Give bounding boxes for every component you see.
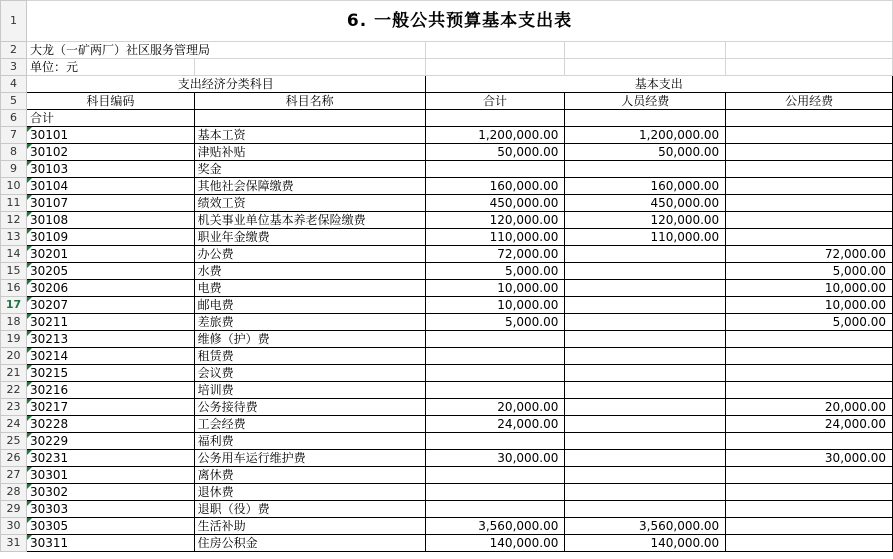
cell[interactable] <box>565 59 726 76</box>
code-cell[interactable]: 30104 <box>26 178 194 195</box>
code-cell[interactable]: 30301 <box>26 467 194 484</box>
table-row <box>1 416 893 433</box>
public-cell[interactable] <box>726 501 893 518</box>
row-header[interactable]: 28 <box>1 484 27 501</box>
org-row <box>1 42 893 59</box>
name-cell[interactable]: 机关事业单位基本养老保险缴费 <box>194 212 425 229</box>
total-cell[interactable]: 72,000.00 <box>425 246 565 263</box>
table-row <box>1 331 893 348</box>
total-cell[interactable] <box>425 331 565 348</box>
total-cell[interactable]: 10,000.00 <box>425 297 565 314</box>
name-cell[interactable]: 其他社会保障缴费 <box>194 178 425 195</box>
personnel-cell[interactable]: 110,000.00 <box>565 229 726 246</box>
name-cell[interactable]: 维修（护）费 <box>194 331 425 348</box>
code-cell[interactable]: 30207 <box>26 297 194 314</box>
name-cell[interactable]: 退职（役）费 <box>194 501 425 518</box>
header-code[interactable]: 科目编码 <box>26 93 194 110</box>
public-cell[interactable] <box>726 518 893 535</box>
table-row <box>1 518 893 535</box>
cell[interactable] <box>194 110 425 127</box>
table-row <box>1 382 893 399</box>
total-cell[interactable] <box>425 382 565 399</box>
name-cell[interactable]: 职业年金缴费 <box>194 229 425 246</box>
cell[interactable] <box>726 59 893 76</box>
public-cell[interactable] <box>726 212 893 229</box>
total-cell[interactable]: 3,560,000.00 <box>425 518 565 535</box>
row-header[interactable]: 29 <box>1 501 27 518</box>
header-name[interactable]: 科目名称 <box>194 93 425 110</box>
code-cell[interactable]: 30231 <box>26 450 194 467</box>
sheet-title[interactable]: 6. 一般公共预算基本支出表 <box>26 1 892 42</box>
public-cell[interactable]: 30,000.00 <box>726 450 893 467</box>
code-cell[interactable]: 30229 <box>26 433 194 450</box>
row-header[interactable]: 23 <box>1 399 27 416</box>
row-header[interactable]: 6 <box>1 110 27 127</box>
public-cell[interactable] <box>726 348 893 365</box>
name-cell[interactable]: 住房公积金 <box>194 535 425 552</box>
row-header[interactable]: 12 <box>1 212 27 229</box>
table-row <box>1 144 893 161</box>
personnel-cell[interactable]: 50,000.00 <box>565 144 726 161</box>
cell[interactable] <box>565 42 726 59</box>
header-group-left[interactable]: 支出经济分类科目 <box>26 76 425 93</box>
public-cell[interactable]: 72,000.00 <box>726 246 893 263</box>
name-cell[interactable]: 津贴补贴 <box>194 144 425 161</box>
total-cell[interactable] <box>425 348 565 365</box>
personnel-cell[interactable] <box>565 348 726 365</box>
table-row <box>1 297 893 314</box>
total-cell[interactable]: 120,000.00 <box>425 212 565 229</box>
row-header[interactable]: 16 <box>1 280 27 297</box>
code-cell[interactable]: 30103 <box>26 161 194 178</box>
table-row <box>1 484 893 501</box>
code-cell[interactable]: 30311 <box>26 535 194 552</box>
table-row <box>1 365 893 382</box>
header-personnel[interactable]: 人员经费 <box>565 93 726 110</box>
name-cell[interactable]: 办公费 <box>194 246 425 263</box>
cell[interactable] <box>565 110 726 127</box>
row-header[interactable]: 18 <box>1 314 27 331</box>
row-header[interactable]: 25 <box>1 433 27 450</box>
public-cell[interactable] <box>726 178 893 195</box>
public-cell[interactable]: 5,000.00 <box>726 263 893 280</box>
row-header[interactable]: 21 <box>1 365 27 382</box>
personnel-cell[interactable]: 140,000.00 <box>565 535 726 552</box>
personnel-cell[interactable] <box>565 484 726 501</box>
code-cell[interactable]: 30109 <box>26 229 194 246</box>
code-cell[interactable]: 30214 <box>26 348 194 365</box>
public-cell[interactable] <box>726 467 893 484</box>
personnel-cell[interactable] <box>565 450 726 467</box>
table-row <box>1 263 893 280</box>
personnel-cell[interactable] <box>565 501 726 518</box>
public-cell[interactable]: 24,000.00 <box>726 416 893 433</box>
header-row-group <box>1 76 893 93</box>
public-cell[interactable] <box>726 195 893 212</box>
code-cell[interactable]: 30206 <box>26 280 194 297</box>
name-cell[interactable]: 培训费 <box>194 382 425 399</box>
total-cell[interactable] <box>425 433 565 450</box>
total-cell[interactable]: 140,000.00 <box>425 535 565 552</box>
personnel-cell[interactable] <box>565 382 726 399</box>
total-cell[interactable]: 50,000.00 <box>425 144 565 161</box>
total-cell[interactable]: 5,000.00 <box>425 314 565 331</box>
total-cell[interactable] <box>425 365 565 382</box>
row-header[interactable]: 14 <box>1 246 27 263</box>
personnel-cell[interactable] <box>565 467 726 484</box>
table-row <box>1 433 893 450</box>
name-cell[interactable]: 奖金 <box>194 161 425 178</box>
cell[interactable] <box>726 42 893 59</box>
code-cell[interactable]: 30102 <box>26 144 194 161</box>
row-header[interactable]: 24 <box>1 416 27 433</box>
cell[interactable] <box>726 110 893 127</box>
code-cell[interactable]: 30211 <box>26 314 194 331</box>
code-cell[interactable]: 30201 <box>26 246 194 263</box>
name-cell[interactable]: 离休费 <box>194 467 425 484</box>
public-cell[interactable] <box>726 484 893 501</box>
public-cell[interactable]: 10,000.00 <box>726 280 893 297</box>
total-cell[interactable]: 110,000.00 <box>425 229 565 246</box>
personnel-cell[interactable] <box>565 161 726 178</box>
code-cell[interactable]: 30228 <box>26 416 194 433</box>
name-cell[interactable]: 差旅费 <box>194 314 425 331</box>
total-label-cell[interactable]: 合计 <box>26 110 194 127</box>
table-row <box>1 348 893 365</box>
personnel-cell[interactable] <box>565 433 726 450</box>
cell[interactable] <box>425 59 565 76</box>
table-row <box>1 229 893 246</box>
table-row <box>1 161 893 178</box>
total-cell[interactable]: 160,000.00 <box>425 178 565 195</box>
name-cell[interactable]: 绩效工资 <box>194 195 425 212</box>
public-cell[interactable] <box>726 535 893 552</box>
total-cell[interactable] <box>425 501 565 518</box>
table-row <box>1 127 893 144</box>
code-cell[interactable]: 30108 <box>26 212 194 229</box>
total-cell[interactable]: 450,000.00 <box>425 195 565 212</box>
unit-label-cell[interactable]: 单位：元 <box>26 59 194 76</box>
row-header[interactable]: 9 <box>1 161 27 178</box>
total-cell[interactable]: 1,200,000.00 <box>425 127 565 144</box>
total-row <box>1 110 893 127</box>
header-public[interactable]: 公用经费 <box>726 93 893 110</box>
total-cell[interactable] <box>425 467 565 484</box>
row-header[interactable]: 8 <box>1 144 27 161</box>
table-row <box>1 399 893 416</box>
code-cell[interactable]: 30205 <box>26 263 194 280</box>
header-total[interactable]: 合计 <box>425 93 565 110</box>
row-header[interactable]: 3 <box>1 59 27 76</box>
table-row <box>1 246 893 263</box>
total-cell[interactable]: 24,000.00 <box>425 416 565 433</box>
code-cell[interactable]: 30303 <box>26 501 194 518</box>
table-row <box>1 280 893 297</box>
code-cell[interactable]: 30107 <box>26 195 194 212</box>
name-cell[interactable]: 基本工资 <box>194 127 425 144</box>
personnel-cell[interactable]: 120,000.00 <box>565 212 726 229</box>
table-row <box>1 195 893 212</box>
total-cell[interactable] <box>425 161 565 178</box>
personnel-cell[interactable] <box>565 246 726 263</box>
table-row <box>1 535 893 552</box>
unit-row <box>1 59 893 76</box>
row-header[interactable]: 26 <box>1 450 27 467</box>
unit-org-cell[interactable]: 大龙（一矿两厂）社区服务管理局 <box>26 42 425 59</box>
header-group-right[interactable]: 基本支出 <box>425 76 892 93</box>
personnel-cell[interactable] <box>565 280 726 297</box>
name-cell[interactable]: 水费 <box>194 263 425 280</box>
personnel-cell[interactable] <box>565 365 726 382</box>
row-header[interactable]: 11 <box>1 195 27 212</box>
table-row <box>1 178 893 195</box>
public-cell[interactable] <box>726 382 893 399</box>
row-header[interactable]: 31 <box>1 535 27 552</box>
public-cell[interactable]: 10,000.00 <box>726 297 893 314</box>
code-cell[interactable]: 30305 <box>26 518 194 535</box>
header-row-columns <box>1 93 893 110</box>
row-header[interactable]: 2 <box>1 42 27 59</box>
name-cell[interactable]: 公务用车运行维护费 <box>194 450 425 467</box>
total-cell[interactable]: 20,000.00 <box>425 399 565 416</box>
total-cell[interactable]: 5,000.00 <box>425 263 565 280</box>
total-cell[interactable]: 30,000.00 <box>425 450 565 467</box>
row-header[interactable]: 17 <box>1 297 27 314</box>
personnel-cell[interactable]: 160,000.00 <box>565 178 726 195</box>
cell[interactable] <box>425 42 565 59</box>
code-cell[interactable]: 30215 <box>26 365 194 382</box>
row-header[interactable]: 15 <box>1 263 27 280</box>
public-cell[interactable]: 20,000.00 <box>726 399 893 416</box>
public-cell[interactable] <box>726 331 893 348</box>
row-header[interactable]: 13 <box>1 229 27 246</box>
row-header[interactable]: 10 <box>1 178 27 195</box>
row-header[interactable]: 1 <box>1 1 27 42</box>
total-cell[interactable]: 10,000.00 <box>425 280 565 297</box>
public-cell[interactable] <box>726 433 893 450</box>
public-cell[interactable] <box>726 127 893 144</box>
public-cell[interactable]: 5,000.00 <box>726 314 893 331</box>
name-cell[interactable]: 电费 <box>194 280 425 297</box>
personnel-cell[interactable] <box>565 416 726 433</box>
personnel-cell[interactable] <box>565 297 726 314</box>
code-cell[interactable]: 30302 <box>26 484 194 501</box>
personnel-cell[interactable]: 1,200,000.00 <box>565 127 726 144</box>
row-header[interactable]: 4 <box>1 76 27 93</box>
name-cell[interactable]: 退休费 <box>194 484 425 501</box>
code-cell[interactable]: 30213 <box>26 331 194 348</box>
name-cell[interactable]: 工会经费 <box>194 416 425 433</box>
public-cell[interactable] <box>726 229 893 246</box>
name-cell[interactable]: 生活补助 <box>194 518 425 535</box>
title-row <box>1 1 893 42</box>
row-header[interactable]: 22 <box>1 382 27 399</box>
row-header[interactable]: 20 <box>1 348 27 365</box>
name-cell[interactable]: 福利费 <box>194 433 425 450</box>
row-header[interactable]: 5 <box>1 93 27 110</box>
public-cell[interactable] <box>726 161 893 178</box>
table-row <box>1 467 893 484</box>
name-cell[interactable]: 邮电费 <box>194 297 425 314</box>
code-cell[interactable]: 30216 <box>26 382 194 399</box>
row-header[interactable]: 30 <box>1 518 27 535</box>
table-row <box>1 450 893 467</box>
code-cell[interactable]: 30101 <box>26 127 194 144</box>
personnel-cell[interactable] <box>565 263 726 280</box>
cell[interactable] <box>425 110 565 127</box>
table-row <box>1 314 893 331</box>
personnel-cell[interactable]: 3,560,000.00 <box>565 518 726 535</box>
personnel-cell[interactable] <box>565 399 726 416</box>
public-cell[interactable] <box>726 144 893 161</box>
table-row <box>1 212 893 229</box>
personnel-cell[interactable] <box>565 314 726 331</box>
code-cell[interactable]: 30217 <box>26 399 194 416</box>
total-cell[interactable] <box>425 484 565 501</box>
personnel-cell[interactable]: 450,000.00 <box>565 195 726 212</box>
name-cell[interactable]: 租赁费 <box>194 348 425 365</box>
public-cell[interactable] <box>726 365 893 382</box>
name-cell[interactable]: 公务接待费 <box>194 399 425 416</box>
cell[interactable] <box>194 59 425 76</box>
name-cell[interactable]: 会议费 <box>194 365 425 382</box>
row-header[interactable]: 19 <box>1 331 27 348</box>
row-header[interactable]: 7 <box>1 127 27 144</box>
personnel-cell[interactable] <box>565 331 726 348</box>
row-header[interactable]: 27 <box>1 467 27 484</box>
table-row <box>1 501 893 518</box>
